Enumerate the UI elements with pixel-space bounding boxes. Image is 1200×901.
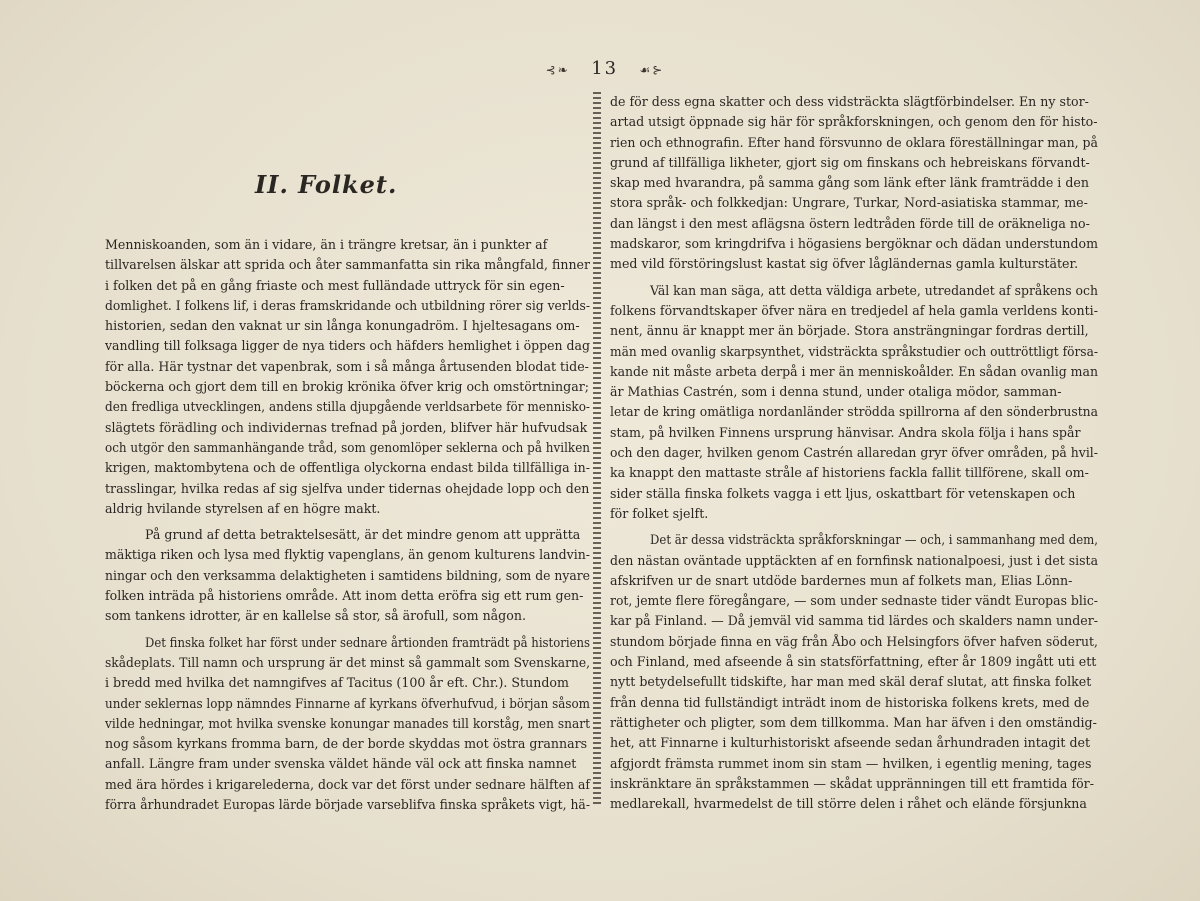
text-line: afskrifven ur de snart utdöde bardernes mun af folkets man, Elias Lönn- — [610, 572, 1073, 588]
text-line: madskaror, som kringdrifva i högasiens bergöknar och dädan understundom — [610, 236, 1098, 252]
text-line: domlighet. I folkens lif, i deras framskridande och utbildning rörer sig verlds- — [105, 297, 590, 313]
text-line: vandling till folksaga ligger de nya tiders och häfders hemlighet i öppen dag — [105, 338, 590, 354]
text-line: ningar och den verksamma delaktigheten i samtidens bildning, som de nyare — [105, 567, 590, 583]
text-line: och utgör den sammanhängande tråd, som genomlöper seklerna och på hvilken — [105, 439, 590, 455]
text-line: böckerna och gjort dem till en brokig krönika öfver krig och omstörtningar; — [105, 379, 590, 395]
text-line: kar på Finland. — Då jemväl vid samma tid lärdes och skalders namn under- — [610, 613, 1098, 629]
text-line: inskränktare än språkstammen — skådat uppränningen till ett framtida för- — [610, 775, 1094, 791]
text-line: trasslingar, hvilka redas af sig sjelfva under tidernas ohejdade lopp och den — [105, 480, 590, 496]
text-line: letar de kring omätliga nordanländer strödda spillrorna af den sönderbrustna — [610, 404, 1098, 420]
text-line: sider ställa finska folkets vagga i ett ljus, oskattbart för vetenskapen och — [610, 485, 1076, 501]
text-line: anfall. Längre fram under svenska väldet hände väl ock att finska namnet — [105, 756, 577, 772]
text-line: med vild förstöringslust kastat sig öfver lågländernas gamla kulturstäter. — [610, 256, 1079, 272]
text-line: rot, jemte flere föregångare, — som under sednaste tider vändt Europas blic- — [610, 593, 1098, 609]
text-line: med ära hördes i krigarelederna, dock var det först under sednare hälften af — [105, 776, 590, 792]
text-line: vilde hedningar, mot hvilka svenske konungar manades till korståg, men snart — [105, 715, 590, 731]
text-line: Det är dessa vidsträckta språkforskningar — och, i sammanhang med dem, — [650, 532, 1098, 548]
text-line: grund af tillfälliga likheter, gjort sig om finskans och hebreiskans förvandt- — [610, 154, 1090, 170]
text-line: slägtets förädling och individernas trefnad på jorden, blifver här hufvudsak — [105, 419, 588, 435]
text-line: och den dager, hvilken genom Castrén allaredan gryr öfver områden, på hvil- — [610, 445, 1098, 461]
text-line: stundom började finna en väg från Åbo och Helsingfors öfver hafven söderut, — [610, 633, 1098, 649]
text-line: Det finska folket har först under sednare årtionden framträdt på historiens — [145, 634, 590, 650]
text-line: kande nit måste arbeta derpå i mer än menniskoålder. En sådan ovanlig man — [610, 363, 1098, 379]
ornament-left: ⊰❧ — [545, 63, 570, 77]
text-line: På grund af detta betraktelsesätt, är det mindre genom att upprätta — [145, 527, 581, 543]
page-number: 13 — [591, 58, 619, 79]
text-line: aldrig hvilande styrelsen af en högre makt. — [105, 500, 381, 516]
text-line: rättigheter och pligter, som dem tillkomma. Man har äfven i den omständig- — [610, 714, 1097, 730]
text-line: stora språk- och folkkedjan: Ungrare, Turkar, Nord-asiatiska stammar, me- — [610, 195, 1088, 211]
text-line: het, att Finnarne i kulturhistoriskt afseende sedan århundraden intagit det — [610, 735, 1091, 751]
text-line: Menniskoanden, som än i vidare, än i trängre kretsar, än i punkter af — [105, 237, 548, 252]
text-line: artad utsigt öppnade sig här för språkforskningen, och genom den för histo- — [610, 114, 1098, 130]
text-line: Väl kan man säga, att detta väldiga arbete, utredandet af språkens och — [650, 282, 1098, 298]
text-line: den nästan oväntade upptäckten af en fornfinsk nationalpoesi, just i det sista — [610, 552, 1098, 568]
text-line: som tankens idrotter, är en kallelse så stor, så ärofull, som någon. — [105, 608, 526, 624]
text-line: för alla. Här tystnar det vapenbrak, som i så många årtusenden blodat tide- — [105, 358, 589, 374]
text-line: under seklernas lopp nämndes Finnarne af kyrkans öfverhufvud, i början såsom — [105, 695, 590, 711]
text-line: tillvarelsen älskar att sprida och åter sammanfatta sin rika mångfald, finner — [105, 257, 590, 273]
text-line: folkens förvandtskaper öfver nära en tredjedel af hela gamla verldens konti- — [610, 302, 1098, 318]
text-line: skap med hvarandra, på samma gång som länk efter länk framträdde i den — [610, 175, 1089, 191]
text-line: nog såsom kyrkans fromma barn, de der borde skyddas mot östra grannars — [105, 736, 588, 752]
column-divider — [593, 92, 601, 804]
text-line: skådeplats. Till namn och ursprung är det minst så gammalt som Svenskarne, — [105, 654, 590, 670]
ornament-right: ☙⊱ — [639, 63, 665, 77]
text-line: den fredliga utvecklingen, andens stilla djupgående verldsarbete för mennisko- — [105, 399, 590, 415]
text-line: historien, sedan den vaknat ur sin långa konungadröm. I hjeltesagans om- — [105, 318, 580, 334]
text-line: och Finland, med afseende å sin statsförfattning, efter år 1809 ingått uti ett — [610, 654, 1097, 670]
text-line: rien och ethnografin. Efter hand försvunno de oklara föreställningar man, på — [610, 134, 1098, 150]
section-heading: II. Folket. — [255, 170, 398, 199]
right-column — [610, 92, 1098, 814]
text-line: är Mathias Castrén, som i denna stund, under otaliga mödor, samman- — [610, 384, 1062, 400]
text-line: från denna tid fullständigt inträdt inom de historiska folkens krets, med de — [610, 694, 1090, 710]
text-line: nent, ännu är knappt mer än började. Stora ansträngningar fordras dertill, — [610, 323, 1089, 339]
text-line: krigen, maktombytena och de offentliga olyckorna endast bilda tillfälliga in- — [105, 460, 590, 476]
text-line: dan längst i den mest aflägsna östern ledtråden förde till de oräkneliga no- — [610, 215, 1090, 231]
text-line: folken inträda på historiens område. Att inom detta eröfra sig ett rum gen- — [105, 588, 584, 604]
text-line: ka knappt den mattaste stråle af historiens fackla fallit tillförene, skall om- — [610, 465, 1089, 481]
text-line: för folket sjelft. — [610, 505, 709, 521]
text-line: mäktiga riken och lysa med flyktig vapenglans, än genom kulturens landvin- — [105, 547, 590, 563]
text-line: stam, på hvilken Finnens ursprung hänvisar. Andra skola följa i hans spår — [610, 424, 1081, 440]
text-line: i folken det på en gång friaste och mest fulländade uttryck för sin egen- — [105, 277, 565, 293]
text-line: i bredd med hvilka det namngifves af Tacitus (100 år eft. Chr.). Stundom — [105, 675, 569, 691]
text-line: nytt betydelsefullt tidskifte, har man med skäl deraf slutat, att finska folket — [610, 674, 1092, 690]
left-column — [105, 235, 590, 815]
text-line: medlarekall, hvarmedelst de till större delen i råhet och elände försjunkna — [610, 796, 1087, 812]
text-line: de för dess egna skatter och dess vidsträckta slägtförbindelser. En ny stor- — [610, 94, 1089, 109]
text-line: förra århundradet Europas lärde började varseblifva finska språkets vigt, hä- — [105, 797, 590, 813]
page-header — [520, 58, 690, 79]
text-line: afgjordt främsta rummet inom sin stam — hvilken, i egentlig mening, tages — [610, 755, 1092, 771]
text-line: män med ovanlig skarpsynthet, vidsträckta språkstudier och outtröttligt försa- — [610, 343, 1098, 359]
